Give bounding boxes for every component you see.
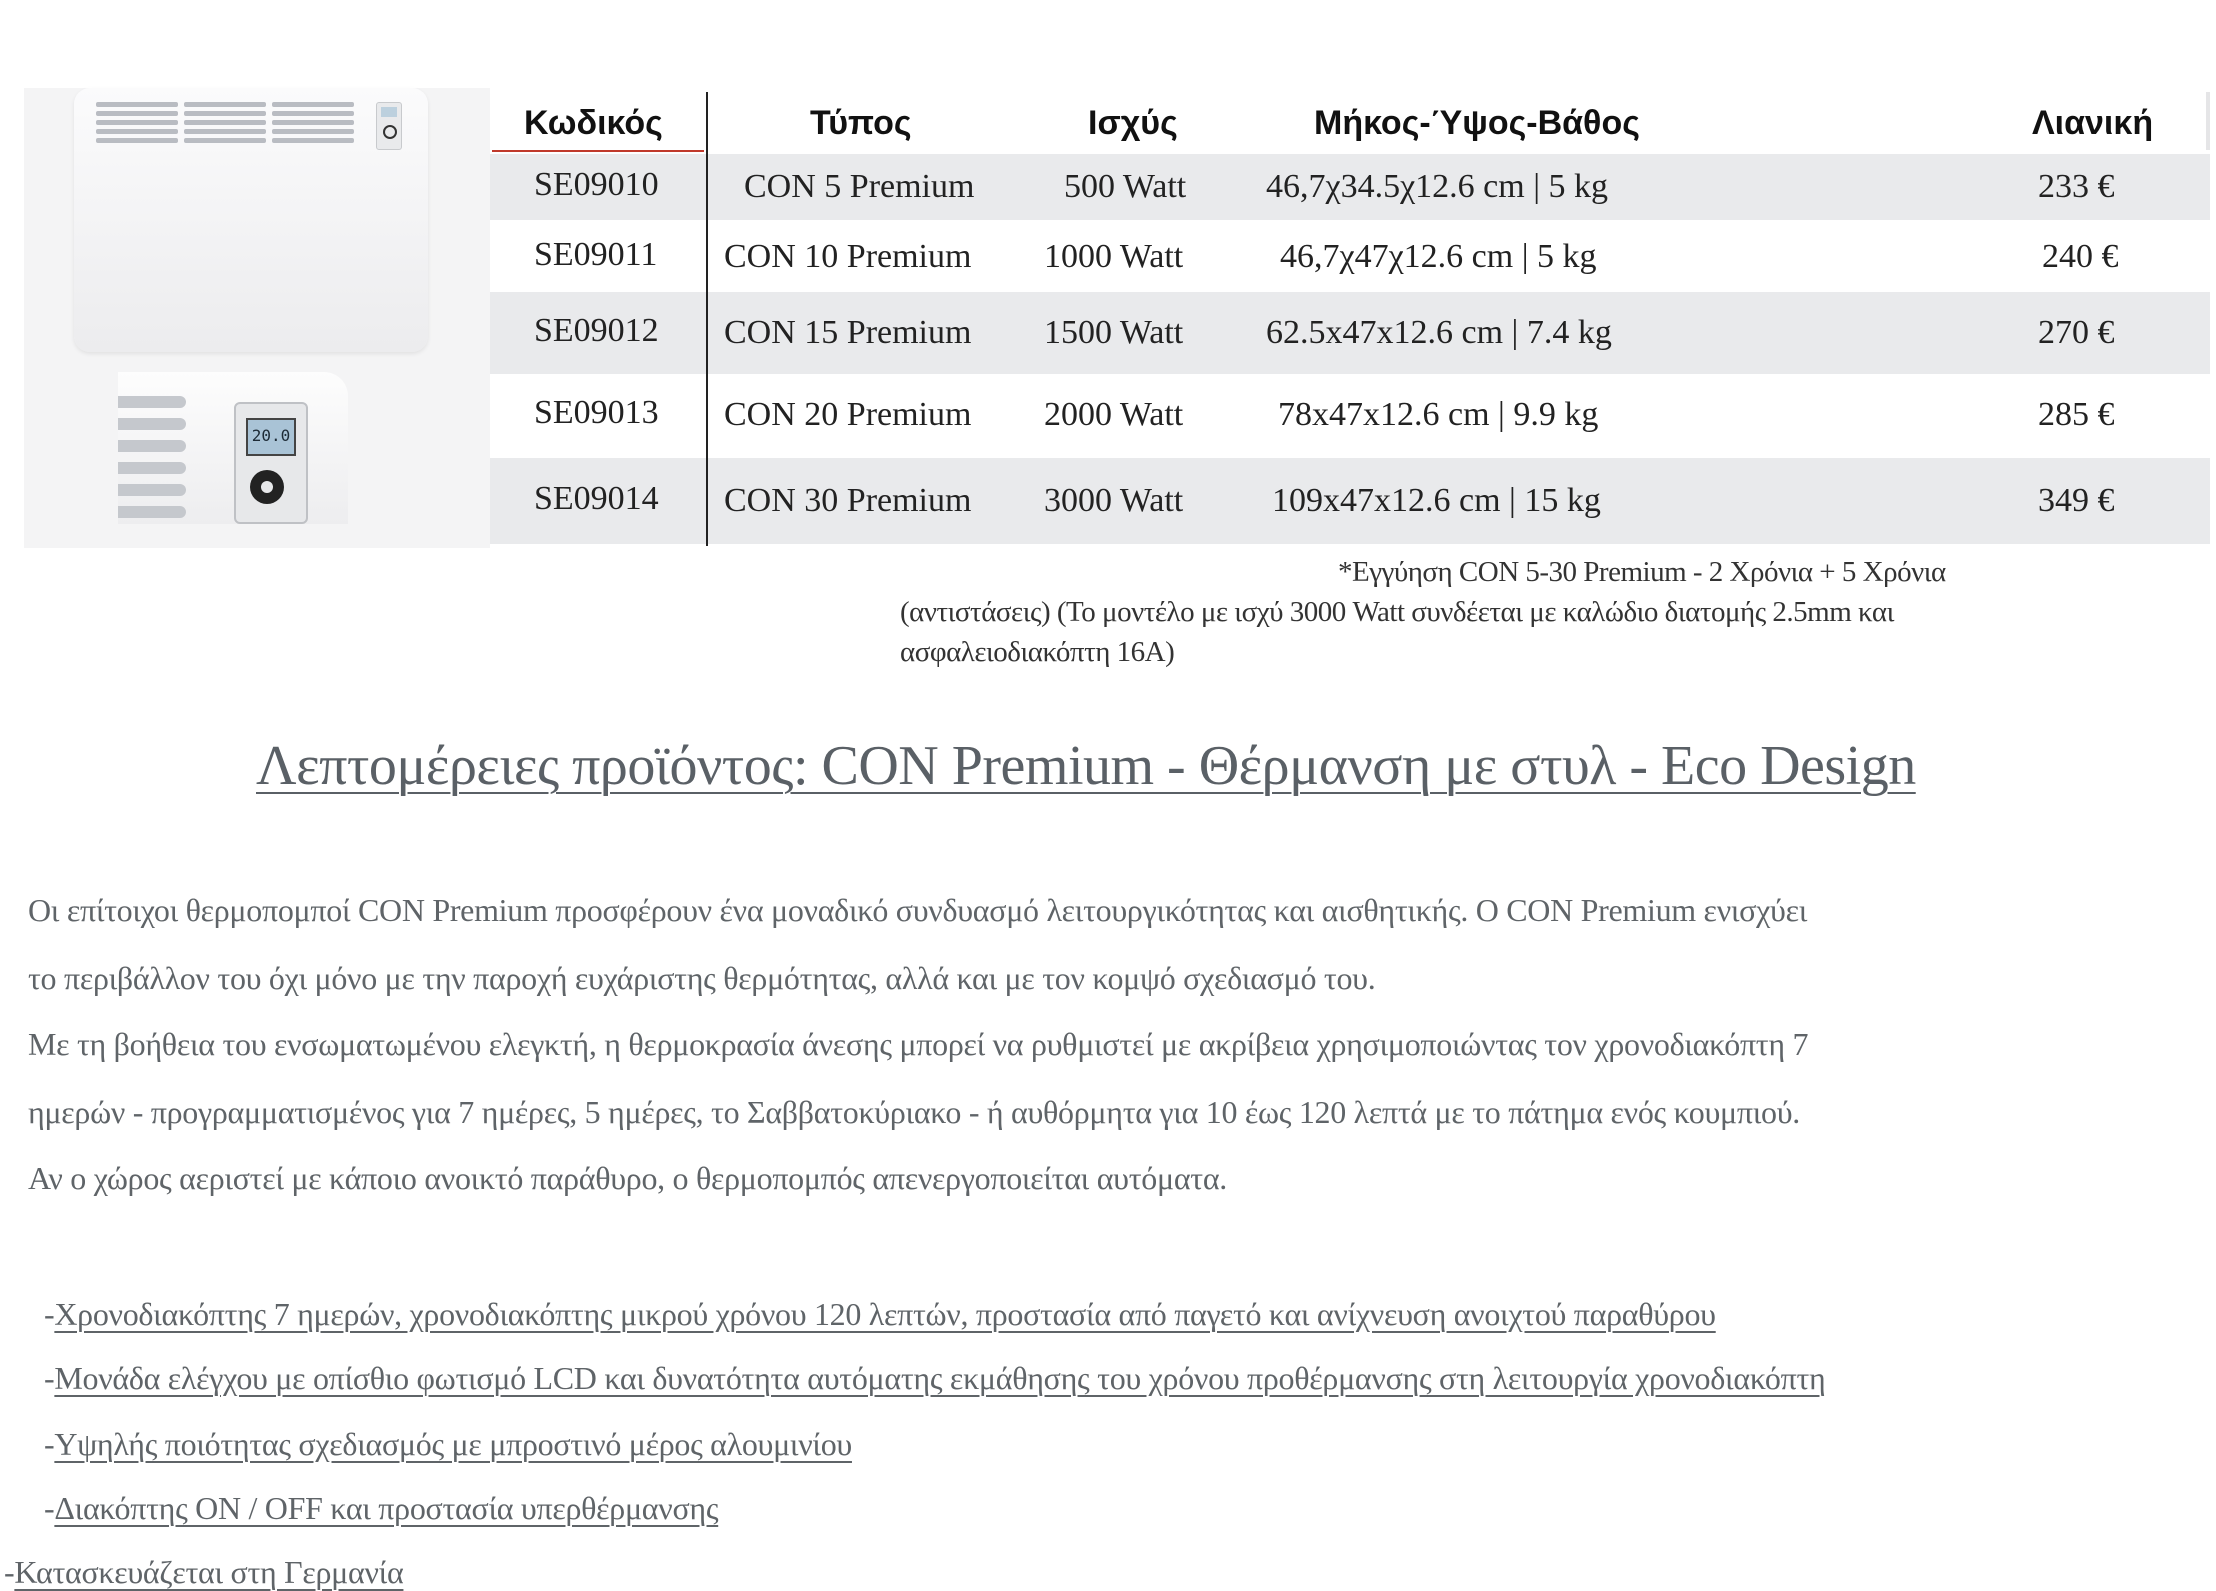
warranty-note-line1: *Εγγύηση CON 5-30 Premium - 2 Χρόνια + 5 Χρόνια — [1338, 556, 1946, 588]
warranty-note-line3: ασφαλειοδιακόπτη 16A) — [900, 636, 1175, 668]
feature-item — [44, 1490, 718, 1527]
heater-control-closeup-image — [118, 372, 348, 524]
feature-text: Χρονοδιακόπτης 7 ημερών, χρονοδιακόπτης μικρού χρόνου 120 λεπτών, προστασία από παγετό και ανίχνευση ανοιχτού παραθύρου — [54, 1296, 1716, 1332]
feature-dash: - — [44, 1360, 55, 1396]
table-row — [490, 222, 2210, 292]
feature-text: Διακόπτης ON / OFF και προστασία υπερθέρμανσης — [54, 1490, 719, 1526]
feature-dash: - — [4, 1554, 15, 1590]
feature-item — [44, 1296, 1716, 1333]
table-row — [490, 292, 2210, 374]
table-row — [490, 154, 2210, 220]
description-line: ημερών - προγραμματισμένος για 7 ημέρες, 5 ημέρες, το Σαββατοκύριακο - ή αυθόρμητα για 10 έως 120 λεπτά με το πάτημα ενός κουμπιού. — [28, 1094, 1800, 1130]
header-right-border — [2206, 92, 2210, 150]
description-line: Αν ο χώρος αεριστεί με κάποιο ανοικτό παράθυρο, ο θερμοπομπός απενεργοποιείται αυτόματα. — [28, 1160, 1228, 1196]
heater-grille — [96, 102, 178, 152]
table-row — [490, 458, 2210, 544]
feature-item — [44, 1360, 1826, 1397]
heater-front-image — [74, 88, 428, 352]
cell-type: CON 20 Premium — [724, 396, 972, 433]
feature-dash: - — [44, 1296, 55, 1332]
cell-power: 1000 Watt — [1044, 238, 1184, 275]
table-divider — [706, 92, 708, 546]
heater-control-icon — [376, 102, 402, 150]
cell-dimensions: 46,7χ47χ12.6 cm | 5 kg — [1280, 238, 1597, 275]
heater-grille — [272, 102, 354, 152]
cell-type: CON 15 Premium — [724, 314, 972, 351]
cell-price: 270 € — [2038, 314, 2115, 351]
cell-power: 1500 Watt — [1044, 314, 1184, 351]
cell-price: 233 € — [2038, 168, 2115, 205]
warranty-note-line2: (αντιστάσεις) (Το μοντέλο με ισχύ 3000 Watt συνδέεται με καλώδιο διατομής 2.5mm και — [900, 596, 1894, 628]
feature-dash: - — [44, 1490, 55, 1526]
cell-dimensions: 46,7χ34.5χ12.6 cm | 5 kg — [1266, 168, 1609, 205]
header-power: Ισχύς — [1088, 104, 1178, 142]
table-header — [490, 100, 2210, 152]
heater-grille — [184, 102, 266, 152]
header-code: Κωδικός — [524, 104, 663, 142]
feature-dash: - — [44, 1426, 55, 1462]
description-line: Οι επίτοιχοι θερμοπομποί CON Premium προσφέρουν ένα μοναδικό συνδυασμό λειτουργικότητας και αισθητικής. Ο CON Premium ενισχύει — [28, 892, 1808, 928]
table-row — [490, 374, 2210, 456]
description-line: Με τη βοήθεια του ενσωματωμένου ελεγκτή, η θερμοκρασία άνεσης μπορεί να ρυθμιστεί με ακρίβεια χρησιμοποιώντας τον χρονοδιακόπτη 7 — [28, 1026, 1809, 1062]
cell-power: 2000 Watt — [1044, 396, 1184, 433]
feature-text: Κατασκευάζεται στη Γερμανία — [14, 1554, 404, 1590]
feature-item — [44, 1426, 852, 1463]
cell-price: 285 € — [2038, 396, 2115, 433]
header-type: Τύπος — [810, 104, 912, 142]
cell-power: 3000 Watt — [1044, 482, 1184, 519]
header-dimensions: Μήκος-Ύψος-Βάθος — [1314, 104, 1640, 142]
cell-price: 240 € — [2042, 238, 2119, 275]
control-knob-icon — [250, 470, 284, 504]
feature-text: Υψηλής ποιότητας σχεδιασμός με μπροστινό μέρος αλουμινίου — [54, 1426, 852, 1462]
lcd-display: 20.0 — [246, 418, 296, 456]
product-image-panel — [24, 88, 490, 548]
cell-dimensions: 78x47x12.6 cm | 9.9 kg — [1278, 396, 1599, 433]
feature-item — [4, 1554, 403, 1591]
cell-dimensions: 62.5x47x12.6 cm | 7.4 kg — [1266, 314, 1612, 351]
header-underline — [492, 150, 704, 152]
cell-code: SE09014 — [534, 480, 659, 517]
cell-dimensions: 109x47x12.6 cm | 15 kg — [1272, 482, 1601, 519]
cell-code: SE09011 — [534, 236, 658, 273]
control-unit-icon — [234, 402, 308, 524]
product-details-heading: Λεπτομέρειες προϊόντος: CON Premium - Θέρμανση με στυλ - Eco Design — [256, 735, 1916, 797]
header-price: Λιανική — [2032, 104, 2154, 142]
cell-code: SE09010 — [534, 166, 659, 203]
feature-text: Μονάδα ελέγχου με οπίσθιο φωτισμό LCD και δυνατότητα αυτόματης εκμάθησης του χρόνου προθέρμανσης στη λειτουργία χρονοδιακόπτη — [54, 1360, 1826, 1396]
description-line: το περιβάλλον του όχι μόνο με την παροχή ευχάριστης θερμότητας, αλλά και με τον κομψό σχεδιασμό του. — [28, 960, 1376, 996]
cell-type: CON 10 Premium — [724, 238, 972, 275]
cell-code: SE09012 — [534, 312, 659, 349]
cell-code: SE09013 — [534, 394, 659, 431]
cell-power: 500 Watt — [1064, 168, 1187, 205]
cell-price: 349 € — [2038, 482, 2115, 519]
cell-type: CON 30 Premium — [724, 482, 972, 519]
cell-type: CON 5 Premium — [744, 168, 975, 205]
